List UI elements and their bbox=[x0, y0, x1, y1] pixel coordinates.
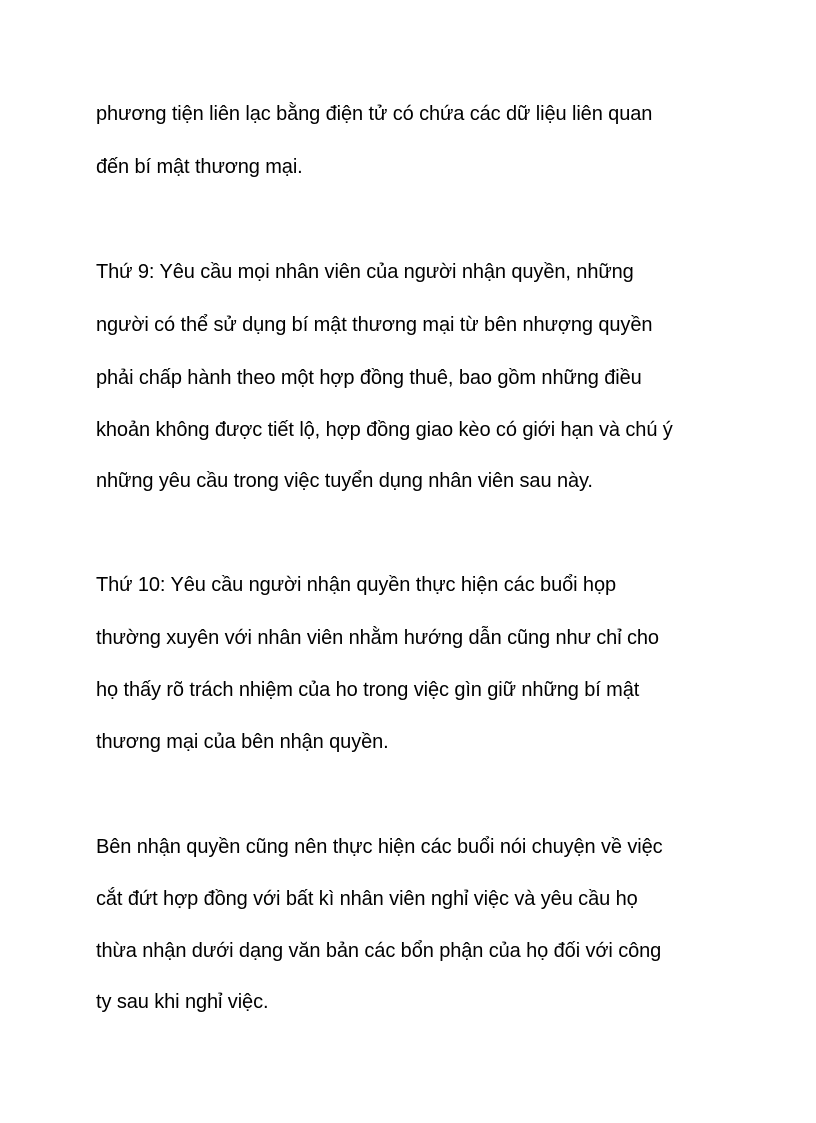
paragraph-4-line-1: Bên nhận quyền cũng nên thực hiện các buổi nói chuyện về việc bbox=[96, 836, 663, 858]
paragraph-2-line-3: phải chấp hành theo một hợp đồng thuê, bao gồm những điều bbox=[96, 367, 642, 389]
paragraph-1-line-1: phương tiện liên lạc bằng điện tử có chứa các dữ liệu liên quan bbox=[96, 103, 653, 125]
paragraph-3-line-2: thường xuyên với nhân viên nhằm hướng dẫn cũng như chỉ cho bbox=[96, 627, 659, 649]
paragraph-4-line-4: ty sau khi nghỉ việc. bbox=[96, 991, 269, 1013]
paragraph-3-line-3: họ thấy rõ trách nhiệm của ho trong việc gìn giữ những bí mật bbox=[96, 679, 640, 701]
paragraph-2-line-4: khoản không được tiết lộ, hợp đồng giao kèo có giới hạn và chú ý bbox=[96, 419, 673, 441]
paragraph-3-line-1: Thứ 10: Yêu cầu người nhận quyền thực hiện các buổi họp bbox=[96, 574, 616, 596]
paragraph-2-line-2: người có thể sử dụng bí mật thương mại từ bên nhượng quyền bbox=[96, 314, 653, 336]
paragraph-1-line-2: đến bí mật thương mại. bbox=[96, 156, 303, 178]
paragraph-3-line-4: thương mại của bên nhận quyền. bbox=[96, 731, 389, 753]
paragraph-4-line-2: cắt đứt hợp đồng với bất kì nhân viên nghỉ việc và yêu cầu họ bbox=[96, 888, 638, 910]
paragraph-2-line-5: những yêu cầu trong việc tuyển dụng nhân viên sau này. bbox=[96, 470, 593, 492]
paragraph-4-line-3: thừa nhận dưới dạng văn bản các bổn phận của họ đối với công bbox=[96, 940, 662, 962]
paragraph-2-line-1: Thứ 9: Yêu cầu mọi nhân viên của người nhận quyền, những bbox=[96, 261, 634, 283]
